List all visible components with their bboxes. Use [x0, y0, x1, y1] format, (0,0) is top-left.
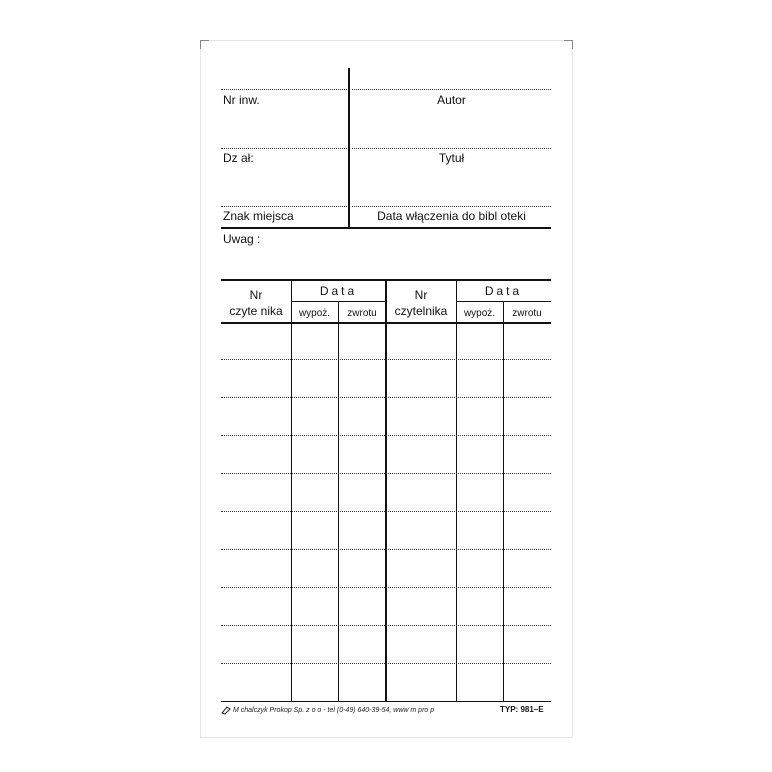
library-card — [200, 40, 573, 738]
header-divider — [348, 68, 350, 228]
czytelnika-label-right: czytelnika — [394, 304, 448, 318]
wypoz-label-right: wypoż. — [463, 308, 496, 319]
nr-label-left: Nr — [249, 288, 263, 302]
form-type-code: TYP: 981–E — [500, 705, 544, 714]
autor-label: Autor — [437, 93, 466, 107]
dotted-line — [221, 89, 349, 90]
table-row-line — [221, 435, 551, 436]
wypoz-label-left: wypoż. — [298, 308, 331, 319]
tytul-label: Tytuł — [438, 151, 465, 165]
dzial-label: Dz ał: — [223, 151, 254, 165]
zwrotu-label-right: zwrotu — [512, 308, 542, 319]
table-row-line — [221, 359, 551, 360]
nr-label-right: Nr — [414, 288, 428, 302]
column-divider — [338, 302, 339, 701]
dotted-line — [221, 206, 349, 207]
znak-miejsca-label: Znak miejsca — [223, 209, 294, 223]
nr-inw-label: Nr inw. — [223, 93, 260, 107]
data-label-right: Data — [484, 284, 523, 298]
crop-mark — [564, 40, 573, 49]
publisher-logo-icon — [221, 705, 231, 715]
table-row-line — [221, 587, 551, 588]
data-wlaczenia-label: Data włączenia do bibl oteki — [377, 209, 526, 223]
column-divider — [503, 302, 504, 701]
column-divider-center — [385, 281, 387, 701]
table-row-line — [221, 473, 551, 474]
dotted-line — [352, 148, 551, 149]
uwagi-label: Uwag : — [223, 232, 261, 246]
table-row-line — [221, 663, 551, 664]
data-label-left: Data — [319, 284, 358, 298]
column-divider — [291, 281, 292, 701]
column-divider — [456, 281, 457, 701]
crop-mark — [200, 40, 209, 49]
table-row-line — [221, 549, 551, 550]
table-row-line — [221, 511, 551, 512]
dotted-line — [352, 89, 551, 90]
dotted-line — [221, 148, 349, 149]
table-row-line — [221, 397, 551, 398]
publisher-info: M chalczyk Prokop Sp. z o o - tel (0-49) 640-39-54, www m pro p — [233, 707, 435, 714]
czytelnika-label-left: czyte nika — [229, 304, 283, 318]
table-row-line — [221, 625, 551, 626]
zwrotu-label-left: zwrotu — [347, 308, 377, 319]
header-bottom-rule — [221, 227, 551, 229]
dotted-line — [352, 206, 551, 207]
table-bottom-rule — [221, 701, 551, 702]
